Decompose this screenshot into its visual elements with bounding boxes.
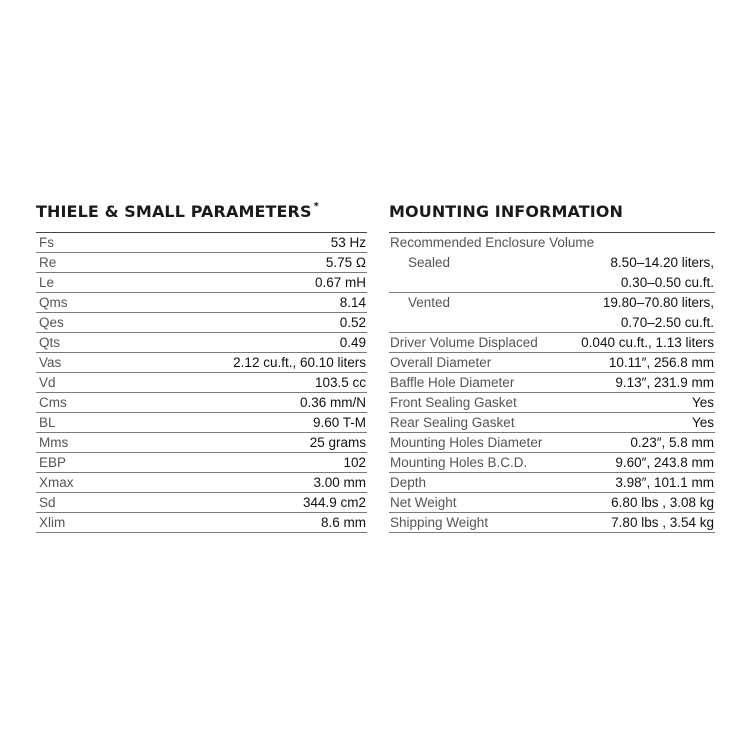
vented-label: Vented <box>408 295 451 310</box>
vented-cuft-row <box>389 313 715 333</box>
enclosure-volume-row <box>389 233 715 253</box>
table-row <box>389 353 715 373</box>
table-row <box>36 353 367 373</box>
parameter-value: 3.00 mm <box>313 475 366 490</box>
table-row <box>36 413 367 433</box>
parameter-label: Rear Sealing Gasket <box>390 415 515 430</box>
thiele-small-section <box>36 198 367 533</box>
parameter-label: Overall Diameter <box>390 355 492 370</box>
table-row <box>389 393 715 413</box>
parameter-value: 103.5 cc <box>314 375 366 390</box>
table-row <box>389 333 715 353</box>
table-row <box>36 513 367 533</box>
parameter-label: Depth <box>390 475 427 490</box>
parameter-value: 7.80 lbs , 3.54 kg <box>611 515 714 530</box>
table-row <box>36 293 367 313</box>
table-row <box>36 473 367 493</box>
parameter-label: Qms <box>39 295 68 310</box>
parameter-label: BL <box>39 415 56 430</box>
table-row <box>36 273 367 293</box>
table-row <box>36 233 367 253</box>
sealed-row <box>389 253 715 273</box>
parameter-value: 8.14 <box>339 295 366 310</box>
parameter-label: Vas <box>39 355 62 370</box>
parameter-label: Sd <box>39 495 56 510</box>
table-row <box>389 513 715 533</box>
parameter-value: 9.60 T-M <box>312 415 366 430</box>
table-row <box>36 433 367 453</box>
table-row <box>389 413 715 433</box>
mounting-section <box>389 198 715 533</box>
vented-row <box>389 293 715 313</box>
parameter-label: Baffle Hole Diameter <box>390 375 515 390</box>
parameter-value: 9.13″, 231.9 mm <box>615 375 714 390</box>
table-row <box>36 253 367 273</box>
sealed-label: Sealed <box>408 255 451 270</box>
table-row <box>36 333 367 353</box>
parameter-label: Fs <box>39 235 54 250</box>
parameter-label: Qes <box>39 315 64 330</box>
parameter-value: 0.040 cu.ft., 1.13 liters <box>581 335 714 350</box>
mounting-table <box>389 232 715 533</box>
parameter-label: Driver Volume Displaced <box>390 335 538 350</box>
table-row <box>36 393 367 413</box>
parameter-label: Xlim <box>39 515 66 530</box>
parameter-label: Vd <box>39 375 56 390</box>
table-row <box>36 373 367 393</box>
sealed-cuft-row <box>389 273 715 293</box>
thiele-small-title: THIELE & SMALL PARAMETERS <box>36 202 312 221</box>
parameter-value: 10.11″, 256.8 mm <box>608 355 714 370</box>
thiele-small-table <box>36 232 367 533</box>
parameter-value: 9.60″, 243.8 mm <box>615 455 714 470</box>
table-row <box>36 493 367 513</box>
parameter-value: 6.80 lbs , 3.08 kg <box>611 495 714 510</box>
parameter-value: 0.36 mm/N <box>299 395 366 410</box>
parameter-label: EBP <box>39 455 67 470</box>
sealed-cuft-value: 0.30–0.50 cu.ft. <box>620 275 714 290</box>
parameter-value: 102 <box>343 455 366 470</box>
enclosure-volume-label: Recommended Enclosure Volume <box>390 235 595 250</box>
parameter-label: Cms <box>39 395 67 410</box>
table-row <box>389 433 715 453</box>
table-row <box>36 313 367 333</box>
parameter-label: Mms <box>39 435 69 450</box>
vented-liters-value: 19.80–70.80 liters, <box>602 295 714 310</box>
footnote-mark: * <box>313 201 319 212</box>
parameter-label: Xmax <box>39 475 74 490</box>
table-row <box>389 453 715 473</box>
parameter-label: Net Weight <box>390 495 457 510</box>
parameter-value: 2.12 cu.ft., 60.10 liters <box>233 355 366 370</box>
sealed-liters-value: 8.50–14.20 liters, <box>610 255 714 270</box>
parameter-label: Re <box>39 255 57 270</box>
parameter-value: Yes <box>691 395 714 410</box>
parameter-label: Front Sealing Gasket <box>390 395 517 410</box>
mounting-title: MOUNTING INFORMATION <box>389 202 623 221</box>
parameter-value: 25 grams <box>309 435 366 450</box>
parameter-value: 0.49 <box>339 335 366 350</box>
table-row <box>36 453 367 473</box>
parameter-label: Mounting Holes Diameter <box>390 435 543 450</box>
parameter-label: Le <box>39 275 55 290</box>
parameter-label: Shipping Weight <box>390 515 489 530</box>
table-row <box>389 373 715 393</box>
parameter-value: 0.23″, 5.8 mm <box>630 435 714 450</box>
parameter-value: 3.98″, 101.1 mm <box>615 475 714 490</box>
table-row <box>389 473 715 493</box>
parameter-value: 8.6 mm <box>320 515 366 530</box>
parameter-value: Yes <box>691 415 714 430</box>
parameter-label: Mounting Holes B.C.D. <box>390 455 528 470</box>
thiele-small-heading <box>36 198 367 232</box>
table-row <box>389 493 715 513</box>
parameter-label: Qts <box>39 335 61 350</box>
vented-cuft-value: 0.70–2.50 cu.ft. <box>620 315 714 330</box>
parameter-value: 0.52 <box>339 315 366 330</box>
parameter-value: 344.9 cm2 <box>302 495 366 510</box>
mounting-heading <box>389 198 715 232</box>
parameter-value: 5.75 Ω <box>325 255 366 270</box>
parameter-value: 0.67 mH <box>314 275 366 290</box>
parameter-value: 53 Hz <box>330 235 366 250</box>
